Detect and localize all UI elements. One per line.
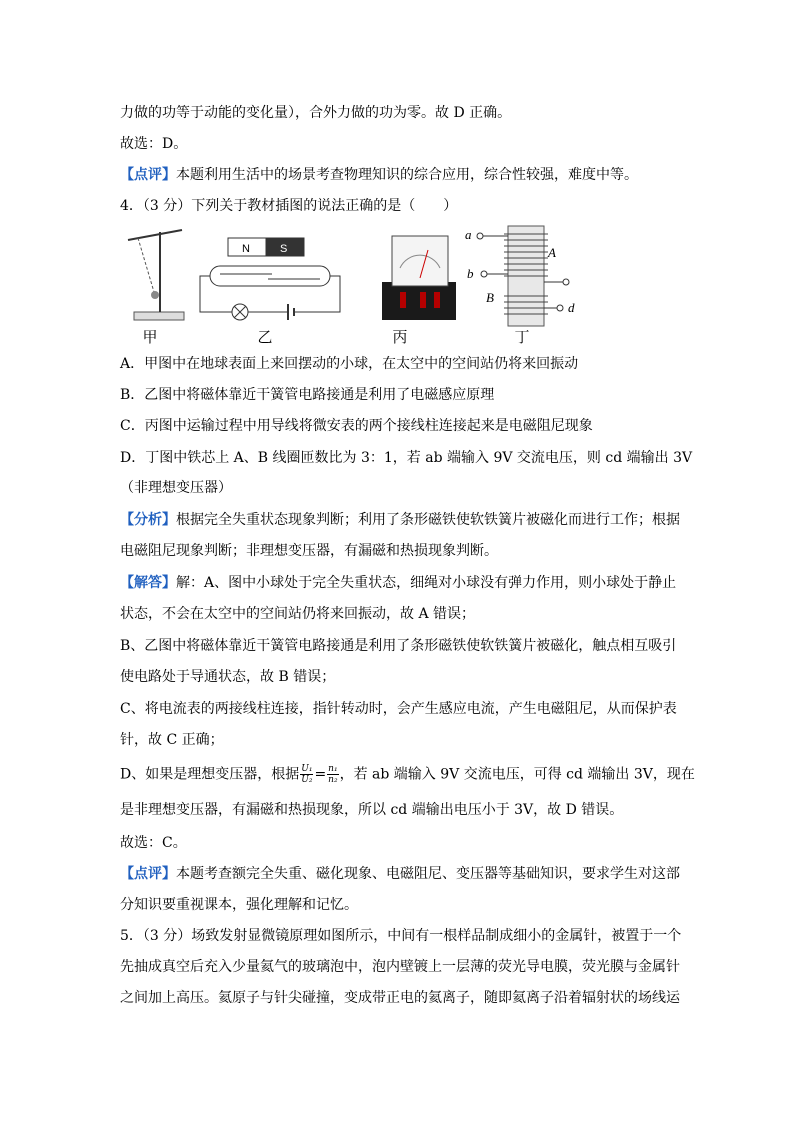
formula-n1: n₁ xyxy=(328,764,338,774)
formula-equals: = xyxy=(314,766,327,783)
formula-n2: n₂ xyxy=(328,775,338,785)
review-text: 本题利用生活中的场景考查物理知识的综合应用，综合性较强，难度中等。 xyxy=(176,167,638,183)
solution-line-5: C、将电流表的两接线柱连接，指针转动时，会产生感应电流，产生电磁阻尼，从而保护表 xyxy=(120,701,677,717)
solution-line-7 xyxy=(120,764,695,785)
answer-line-prev: 故选：D。 xyxy=(120,136,188,152)
option-c: C．丙图中运输过程中用导线将微安表的两个接线柱连接起来是电磁阻尼现象 xyxy=(120,418,593,434)
analysis-tag: 【分析】 xyxy=(120,512,176,528)
solution-line-3: B、乙图中将磁体靠近干簧管电路接通是利用了条形磁铁使软铁簧片被磁化，触点相互吸引 xyxy=(120,638,677,654)
question-5-line-1: 5．（3 分）场致发射显微镜原理如图所示，中间有一根样品制成细小的金属针，被置于一个 xyxy=(120,928,682,944)
magnet-n-label: N xyxy=(242,243,250,255)
option-b: B．乙图中将磁体靠近干簧管电路接通是利用了电磁感应原理 xyxy=(120,387,495,403)
question-4-stem: 4．（3 分）下列关于教材插图的说法正确的是（ ） xyxy=(120,198,458,214)
review-line-prev xyxy=(120,165,638,185)
solution-text: 解：A、图中小球处于完全失重状态，细绳对小球没有弹力作用，则小球处于静止 xyxy=(176,575,677,591)
solution-line-2: 状态，不会在太空中的空间站仍将来回振动，故 A 错误； xyxy=(120,606,476,622)
solution-text-7b: ，若 ab 端输入 9V 交流电压，可得 cd 端输出 3V，现在 xyxy=(339,766,695,783)
review-line-1 xyxy=(120,864,680,884)
solution-line-1 xyxy=(120,573,676,593)
solution-line-6: 针，故 C 正确； xyxy=(120,732,224,748)
label-A: A xyxy=(548,245,556,260)
solution-text-7a: D、如果是理想变压器，根据 xyxy=(120,766,300,783)
formula-n-ratio xyxy=(327,764,338,785)
review-tag: 【点评】 xyxy=(120,167,176,183)
magnet-s-label: S xyxy=(280,243,288,255)
figure-ding-transformer xyxy=(477,226,569,326)
solution-line-8: 是非理想变压器，有漏磁和热损现象，所以 cd 端输出电压小于 3V，故 D 错误。 xyxy=(120,802,624,818)
label-b: b xyxy=(467,266,474,281)
analysis-line-2: 电磁阻尼现象判断；非理想变压器，有漏磁和热损现象判断。 xyxy=(120,543,498,559)
option-d-line-1: D．丁图中铁芯上 A、B 线圈匝数比为 3：1，若 ab 端输入 9V 交流电压，则 cd 端输出 3V xyxy=(120,450,693,466)
question-5-line-2: 先抽成真空后充入少量氦气的玻璃泡中，泡内壁镀上一层薄的荧光导电膜，荧光膜与金属针 xyxy=(120,959,680,975)
formula-u2: U₂ xyxy=(301,775,313,785)
caption-ding: 丁 xyxy=(514,328,530,346)
solution-tag: 【解答】 xyxy=(120,575,176,591)
formula-u-ratio xyxy=(300,764,313,785)
figure-jia-pendulum xyxy=(128,230,184,320)
caption-bing: 丙 xyxy=(392,328,408,346)
caption-jia: 甲 xyxy=(142,328,158,346)
analysis-line-1 xyxy=(120,510,680,530)
answer-line: 故选：C。 xyxy=(120,835,187,851)
review-line-2: 分知识要重视课本，强化理解和记忆。 xyxy=(120,897,358,913)
question-5-line-3: 之间加上高压。氦原子与针尖碰撞，变成带正电的氦离子，随即氦离子沿着辐射状的场线运 xyxy=(120,990,680,1006)
review-text-2: 本题考查额完全失重、磁化现象、电磁阻尼、变压器等基础知识，要求学生对这部 xyxy=(176,866,680,882)
option-d-line-2: （非理想变压器） xyxy=(120,480,232,496)
figure-bing-microammeter xyxy=(382,236,456,320)
figure-yi-reed-switch xyxy=(200,238,340,320)
solution-line-4: 使电路处于导通状态，故 B 错误； xyxy=(120,669,336,685)
analysis-text: 根据完全失重状态现象判断；利用了条形磁铁使软铁簧片被磁化而进行工作；根据 xyxy=(176,512,680,528)
label-d: d xyxy=(568,300,575,315)
review-tag-2: 【点评】 xyxy=(120,866,176,882)
label-a: a xyxy=(465,227,472,242)
caption-yi: 乙 xyxy=(257,328,273,346)
option-a: A．甲图中在地球表面上来回摆动的小球，在太空中的空间站仍将来回振动 xyxy=(120,356,579,372)
formula-u1: U₁ xyxy=(301,764,313,774)
text-line-1: 力做的功等于动能的变化量），合外力做的功为零。故 D 正确。 xyxy=(120,105,512,121)
label-B: B xyxy=(486,290,494,305)
